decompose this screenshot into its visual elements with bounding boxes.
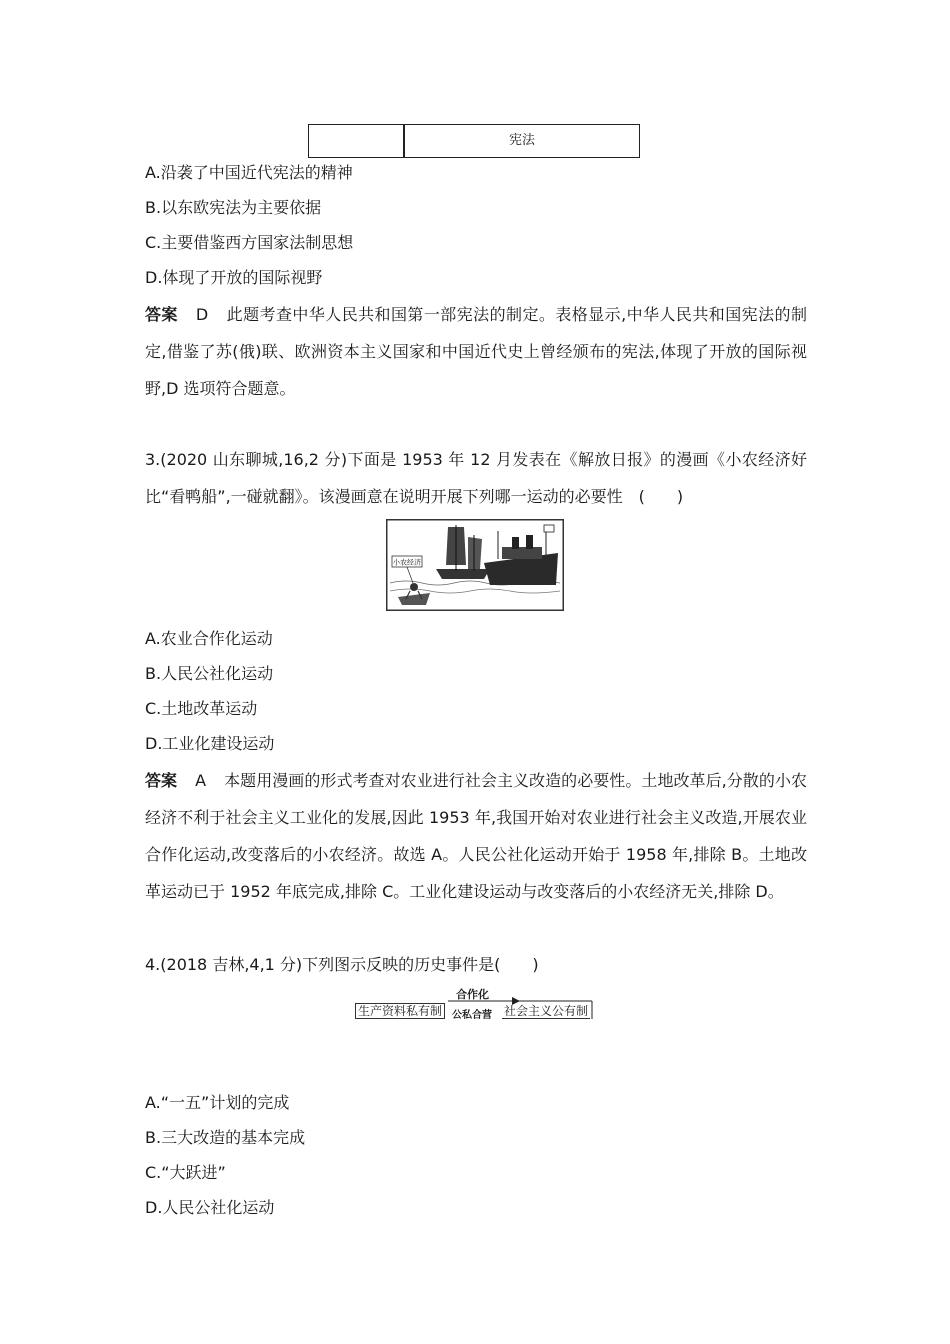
label-cooperativization: 合作化 xyxy=(456,988,489,1001)
q2-answer-label: 答案 xyxy=(145,305,178,324)
q2-answer-explanation: 此题考查中华人民共和国第一部宪法的制定。表格显示,中华人民共和国宪法的制定,借鉴了苏(俄)联、欧洲资本主义国家和中国近代史上曾经颁布的宪法,体现了开放的国际视野,D 选项符合题意。 xyxy=(145,305,807,398)
constitution-table-fragment xyxy=(308,124,640,158)
q3-answer-letter: A xyxy=(195,771,207,790)
q3-option-b: B.人民公社化运动 xyxy=(145,664,274,683)
label-joint-public-private: 公私合营 xyxy=(452,1010,492,1021)
q2-option-b: B.以东欧宪法为主要依据 xyxy=(145,198,322,217)
q3-option-a: A.农业合作化运动 xyxy=(145,629,273,648)
q3-option-d: D.工业化建设运动 xyxy=(145,734,275,753)
q2-option-d: D.体现了开放的国际视野 xyxy=(145,268,323,287)
q2-option-a: A.沿袭了中国近代宪法的精神 xyxy=(145,163,353,182)
q4-stem: 4.(2018 吉林,4,1 分)下列图示反映的历史事件是( ) xyxy=(145,955,539,974)
q4-option-d: D.人民公社化运动 xyxy=(145,1198,275,1217)
q4-option-a: A.“一五”计划的完成 xyxy=(145,1093,290,1112)
q4-option-b: B.三大改造的基本完成 xyxy=(145,1128,306,1147)
q3-option-c: C.土地改革运动 xyxy=(145,699,258,718)
box-private-ownership: 生产资料私有制 xyxy=(355,1003,445,1019)
cartoon-small-farm-economy xyxy=(386,519,564,611)
table-cell-constitution: 宪法 xyxy=(508,133,535,148)
cartoon-label: 小农经济 xyxy=(393,558,421,567)
q2-option-c: C.主要借鉴西方国家法制思想 xyxy=(145,233,354,252)
q3-stem: 3.(2020 山东聊城,16,2 分)下面是 1953 年 12 月发表在《解放日报》的漫画《小农经济好比“看鸭船”,一碰就翻》。该漫画意在说明开展下列哪一运动的必要性 ( ) xyxy=(145,450,807,506)
q2-answer-letter: D xyxy=(195,305,209,324)
q3-answer-explanation: 本题用漫画的形式考查对农业进行社会主义改造的必要性。土地改革后,分散的小农经济不利于社会主义工业化的发展,因此 1953 年,我国开始对农业进行社会主义改造,开展农业合作化运动,改变落后的小农经济。故选 A。人民公社化运动开始于 1958 年,排除 B。土地改革运动已于 1952 年底完成,排除 C。工业化建设运动与改变落后的小农经济无关,排除 D。 xyxy=(145,771,807,901)
q2-answer xyxy=(145,296,807,407)
q3-answer-label: 答案 xyxy=(145,771,178,790)
q4-option-c: C.“大跃进” xyxy=(145,1163,226,1182)
box-public-ownership: 社会主义公有制 xyxy=(504,1004,589,1018)
ownership-transition-diagram xyxy=(352,985,598,1021)
q3-answer xyxy=(145,762,807,910)
